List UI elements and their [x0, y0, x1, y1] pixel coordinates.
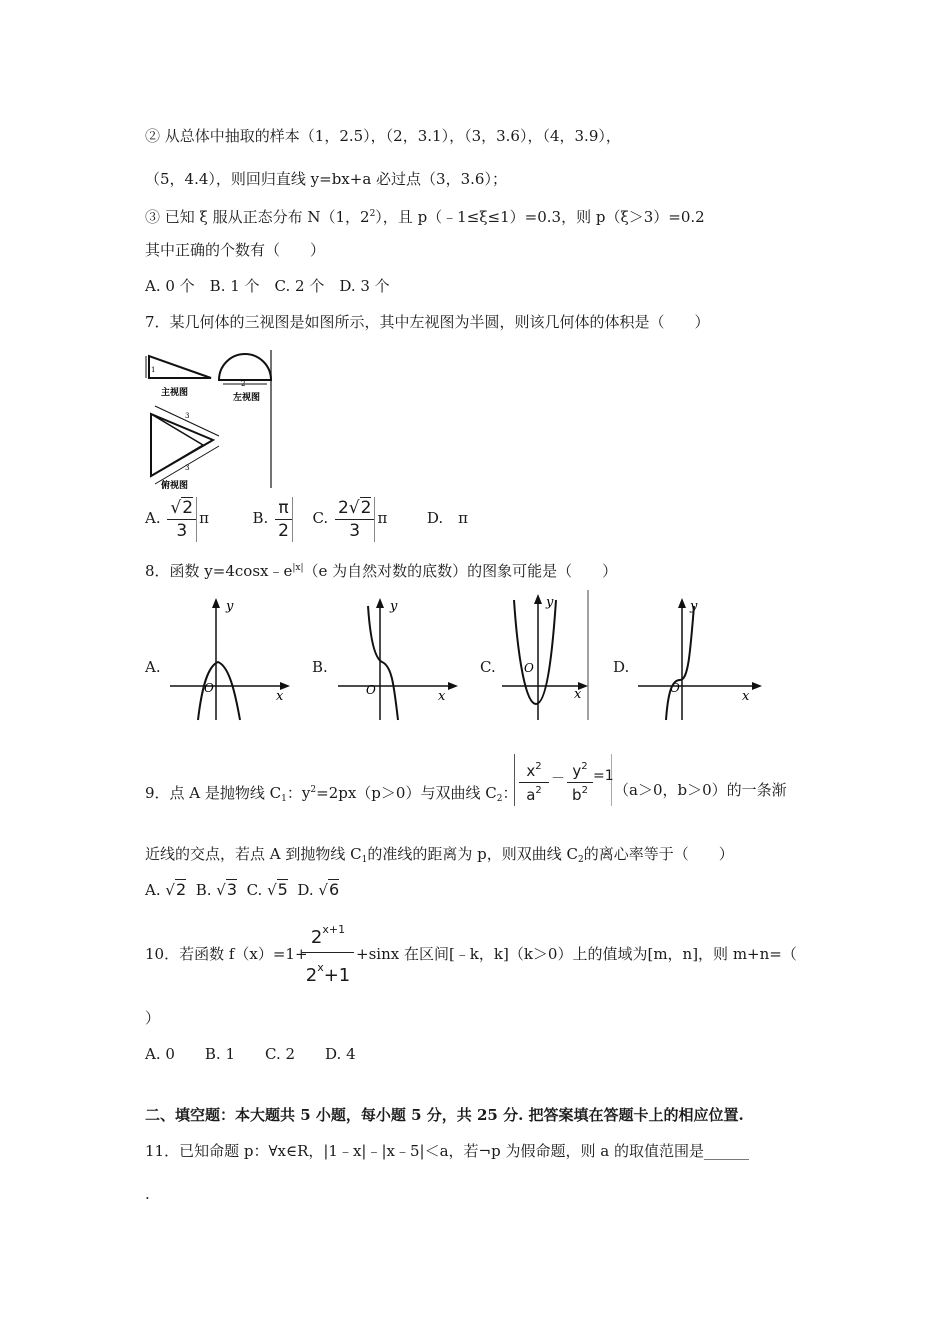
q8-label-a: A. — [145, 658, 161, 676]
graph-d-x-label: x — [742, 689, 750, 704]
q11-stem: 11．已知命题 p：∀x∈R，|1﹣x|﹣|x﹣5|＜a，若¬p 为假命题，则 a 的取值范围是______ — [145, 1142, 749, 1160]
q7-option-a-pi: π — [199, 509, 209, 527]
q8-label-c: C. — [480, 658, 496, 676]
q10-num-base: 2 — [310, 927, 323, 948]
q9-options: A. √2 B. √3 C. √5 D. √6 — [145, 880, 340, 899]
q8-stem-a: 8．函数 y=4cosx﹣e — [145, 562, 293, 580]
top-view-dim-3a: 3 — [185, 412, 190, 420]
q9-line2-sub-1: 1 — [361, 855, 368, 865]
graph-b-x-label: x — [438, 689, 446, 704]
q8-label-b: B. — [312, 658, 328, 676]
side-view-dim-2: 2 — [241, 380, 246, 388]
q9-hyp-x-exp: 2 — [535, 761, 542, 772]
q9-hyp-b-exp: 2 — [581, 785, 588, 796]
q9-sub-2: 2 — [496, 794, 503, 804]
q9-hyp-eq: =1 — [593, 768, 614, 784]
graph-c-x-label: x — [574, 687, 582, 702]
side-view-label: 左视图 — [233, 393, 261, 403]
graph-d-curve — [666, 606, 694, 720]
q10-num-exp: x+1 — [322, 923, 346, 936]
q7-option-b-den: 2 — [278, 520, 289, 541]
q7-option-a-num: 2 — [182, 497, 194, 518]
graph-b-origin: O — [366, 683, 376, 697]
q8-graph-b — [336, 596, 464, 722]
graph-c-curve — [514, 600, 556, 704]
q9-option-c-label: C. — [246, 881, 263, 899]
q9-sup-2: 2 — [310, 785, 317, 795]
q9-stem-line-1 — [145, 780, 517, 809]
q9-line2-b: 的准线的距离为 p，则双曲线 C — [367, 845, 578, 863]
q10-options: A. 0 B. 1 C. 2 D. 4 — [145, 1045, 356, 1063]
q8-graph-c — [500, 590, 596, 722]
q9-stem-d: ： — [502, 784, 518, 802]
q9-hyp-a-exp: 2 — [535, 785, 542, 796]
q8-stem-b: （e 为自然对数的底数）的图象可能是（ ） — [303, 562, 618, 580]
q7-option-c-den: 3 — [349, 520, 361, 541]
q7-option-b-label: B. — [252, 509, 269, 527]
q9-option-d-label: D. — [297, 881, 314, 899]
q9-hyp-minus: － — [551, 771, 565, 787]
item-3-line — [145, 204, 705, 227]
graph-b-curve — [368, 606, 398, 720]
top-view-label: 俯视图 — [161, 481, 189, 490]
q10-fraction — [302, 916, 354, 986]
q9-option-b-value: 3 — [226, 880, 238, 899]
q7-option-d: D. π — [426, 509, 468, 527]
graph-c-y-label: y — [546, 595, 554, 610]
section-2-heading: 二、填空题：本大题共 5 小题，每小题 5 分，共 25 分. 把答案填在答题卡上的相应位置. — [145, 1106, 744, 1124]
q7-option-a-frac: $\frac{√2}{3}$ — [167, 497, 197, 542]
q7-option-c-pi: π — [377, 509, 388, 527]
q9-option-d-value: 6 — [328, 880, 340, 899]
q9-hyperbola-formula — [514, 754, 612, 806]
q7-option-b-num: π — [275, 497, 292, 520]
q6-options: A. 0 个 B. 1 个 C. 2 个 D. 3 个 — [145, 277, 390, 295]
q9-stem-b: ：y — [286, 784, 311, 802]
top-view-dim-line-a — [155, 406, 219, 436]
q10-stem-b: +sinx 在区间[﹣k，k]（k＞0）上的值域为[m，n]，则 m+n=（ — [356, 945, 797, 963]
q7-option-c-frac: $\frac{2√2}{3}$ — [335, 497, 376, 542]
item-3-sup: 2 — [369, 209, 376, 219]
q7-option-c-label: C. — [312, 509, 329, 527]
graph-d-y-label: y — [690, 599, 698, 614]
q9-hyp-y: y — [572, 762, 582, 780]
q9-option-b-label: B. — [195, 881, 212, 899]
graph-a-y-label: y — [226, 599, 234, 614]
q9-line2-c: 的离心率等于（ ） — [583, 845, 734, 863]
graph-d-y-arrow — [678, 598, 686, 608]
graph-a-x-label: x — [276, 689, 284, 704]
q8-graph-d — [636, 596, 766, 722]
q9-hyp-x: x — [526, 762, 536, 780]
q9-line2-a: 近线的交点，若点 A 到抛物线 C — [145, 845, 362, 863]
q9-line2-sub-2: 2 — [577, 855, 584, 865]
graph-b-y-arrow — [376, 598, 384, 608]
q9-hyp-b: b — [572, 786, 582, 804]
side-view-semicircle — [219, 354, 271, 380]
graph-d-origin: O — [670, 681, 680, 695]
q7-option-c-num: 2 — [360, 497, 372, 518]
q10-stem-a: 10．若函数 f（x）=1+ — [145, 945, 308, 963]
graph-d-x-arrow — [752, 682, 762, 690]
front-view-dim-1: 1 — [151, 366, 156, 374]
q6-tail: 其中正确的个数有（ ） — [145, 241, 326, 259]
q8-stem — [145, 558, 617, 581]
item-3-part-2: ），且 p（﹣1≤ξ≤1）=0.3，则 p（ξ＞3）=0.2 — [375, 208, 705, 226]
q7-option-a-label: A. — [145, 509, 161, 527]
q9-option-c-value: 5 — [277, 880, 288, 899]
q9-option-a-label: A. — [145, 881, 161, 899]
q10-den-tail: +1 — [323, 965, 351, 986]
q10-den-exp: x — [317, 961, 324, 974]
q9-hyp-a: a — [526, 786, 536, 804]
q9-option-a-value: 2 — [175, 880, 187, 899]
q7-option-b-frac — [275, 497, 293, 542]
item-3-part-1: ③ 已知 ξ 服从正态分布 N（1，2 — [145, 208, 370, 226]
q8-stem-sup: |x| — [292, 563, 304, 573]
item-2-line-1: ② 从总体中抽取的样本（1，2.5），（2，3.1），（3，3.6），（4，3.9）， — [145, 127, 621, 145]
q9-sub-1: 1 — [281, 794, 287, 804]
graph-b-x-arrow — [448, 682, 458, 690]
q9-stem-a: 9．点 A 是抛物线 C — [145, 784, 282, 802]
graph-a-origin: O — [204, 681, 214, 695]
q10-den-base: 2 — [305, 965, 318, 986]
q9-hyp-y-exp: 2 — [581, 761, 588, 772]
q7-options — [145, 496, 468, 540]
graph-a-y-arrow — [212, 598, 220, 608]
q8-graph-a — [168, 596, 296, 722]
item-2-line-2: （5，4.4），则回归直线 y=bx+a 必过点（3，3.6）； — [145, 170, 507, 188]
q9-stem-line-2 — [145, 844, 734, 870]
q10-line-2: ） — [145, 1009, 161, 1027]
q8-label-d: D. — [613, 658, 630, 676]
q7-option-c-coef: 2 — [337, 497, 349, 518]
q7-option-a-den: 3 — [176, 520, 188, 541]
top-view-dim-3b: 3 — [185, 464, 190, 472]
front-view-triangle — [149, 356, 211, 378]
q7-three-view-figure — [143, 348, 273, 490]
q11-tail: . — [145, 1185, 150, 1203]
graph-b-y-label: y — [390, 599, 398, 614]
q7-stem: 7．某几何体的三视图是如图所示，其中左视图为半圆，则该几何体的体积是（ ） — [145, 313, 710, 331]
front-view-label: 主视图 — [161, 388, 189, 398]
q9-stem-c: =2px（p＞0）与双曲线 C — [316, 784, 497, 802]
graph-c-origin: O — [524, 661, 534, 675]
top-view-inner — [151, 414, 203, 476]
graph-c-y-arrow — [534, 594, 542, 604]
q9-stem-e: （a＞0，b＞0）的一条渐 — [614, 781, 787, 799]
